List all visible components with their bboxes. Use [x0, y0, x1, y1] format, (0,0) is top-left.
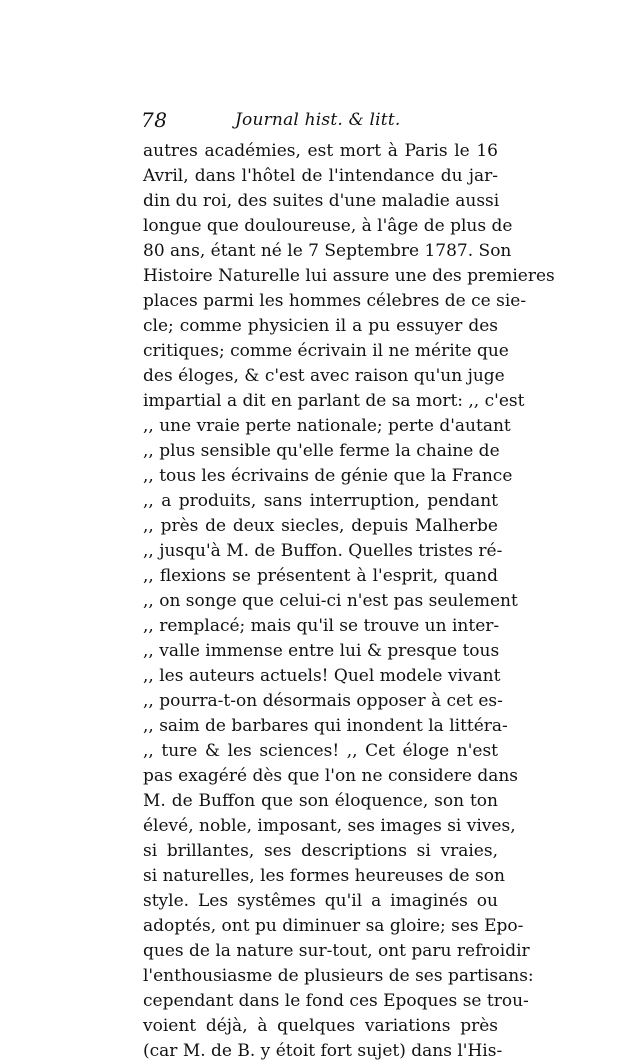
- quoted-line: ,, on songe que celui-ci n'est pas seulement: [143, 591, 518, 611]
- text-line: impartial a dit en parlant de sa mort: ,, c'est: [143, 391, 525, 411]
- text-line: si naturelles, les formes heureuses de son: [143, 866, 505, 886]
- text-line: pas exagéré dès que l'on ne considere dans: [143, 766, 519, 786]
- page-header: [141, 108, 501, 136]
- text-line: autres académies, est mort à Paris le 16: [143, 141, 498, 161]
- quoted-line: ,, valle immense entre lui & presque tous: [143, 641, 500, 661]
- text-line: voient déjà, à quelques variations près: [143, 1016, 498, 1036]
- text-line: l'enthousiasme de plusieurs de ses partisans:: [143, 966, 534, 986]
- quoted-line: ,, plus sensible qu'elle ferme la chaine de: [143, 441, 500, 461]
- text-line: élevé, noble, imposant, ses images si vives,: [143, 816, 516, 836]
- text-line: places parmi les hommes célebres de ce sie-: [143, 291, 527, 311]
- text-line: (car M. de B. y étoit fort sujet) dans l'His-: [143, 1041, 503, 1061]
- text-line: Histoire Naturelle lui assure une des premieres: [143, 266, 555, 286]
- quoted-line: ,, près de deux siecles, depuis Malherbe: [143, 516, 498, 536]
- quoted-line: ,, saim de barbares qui inondent la littéra-: [143, 716, 508, 736]
- text-line: adoptés, ont pu diminuer sa gloire; ses Epo-: [143, 916, 524, 936]
- quoted-line: ,, a produits, sans interruption, pendant: [143, 491, 498, 511]
- text-line: cependant dans le fond ces Epoques se trou-: [143, 991, 529, 1011]
- quoted-line: ,, jusqu'à M. de Buffon. Quelles tristes ré-: [143, 541, 503, 561]
- quoted-line: ,, ture & les sciences! ,, Cet éloge n'est: [143, 741, 498, 761]
- text-line: des éloges, & c'est avec raison qu'un juge: [143, 366, 505, 386]
- quoted-line: ,, une vraie perte nationale; perte d'autant: [143, 416, 511, 436]
- text-line: style. Les systêmes qu'il a imaginés ou: [143, 891, 498, 911]
- page-number: 78: [141, 108, 168, 132]
- quoted-line: ,, les auteurs actuels! Quel modele vivant: [143, 666, 501, 686]
- text-line: si brillantes, ses descriptions si vraies,: [143, 841, 498, 861]
- running-head: Journal hist. & litt.: [235, 110, 401, 130]
- quoted-line: ,, flexions se présentent à l'esprit, quand: [143, 566, 498, 586]
- text-line: M. de Buffon que son éloquence, son ton: [143, 791, 498, 811]
- text-line: Avril, dans l'hôtel de l'intendance du jar-: [143, 166, 498, 186]
- text-line: din du roi, des suites d'une maladie aussi: [143, 191, 500, 211]
- quoted-line: ,, remplacé; mais qu'il se trouve un inter-: [143, 616, 500, 636]
- quoted-line: ,, pourra-t-on désormais opposer à cet es-: [143, 691, 503, 711]
- text-line: ques de la nature sur-tout, ont paru refroidir: [143, 941, 530, 961]
- quoted-line: ,, tous les écrivains de génie que la France: [143, 466, 513, 486]
- text-line: critiques; comme écrivain il ne mérite que: [143, 341, 509, 361]
- text-line: longue que douloureuse, à l'âge de plus de: [143, 216, 513, 236]
- text-line: cle; comme physicien il a pu essuyer des: [143, 316, 498, 336]
- body-text: [143, 139, 555, 1064]
- text-line: 80 ans, étant né le 7 Septembre 1787. Son: [143, 241, 512, 261]
